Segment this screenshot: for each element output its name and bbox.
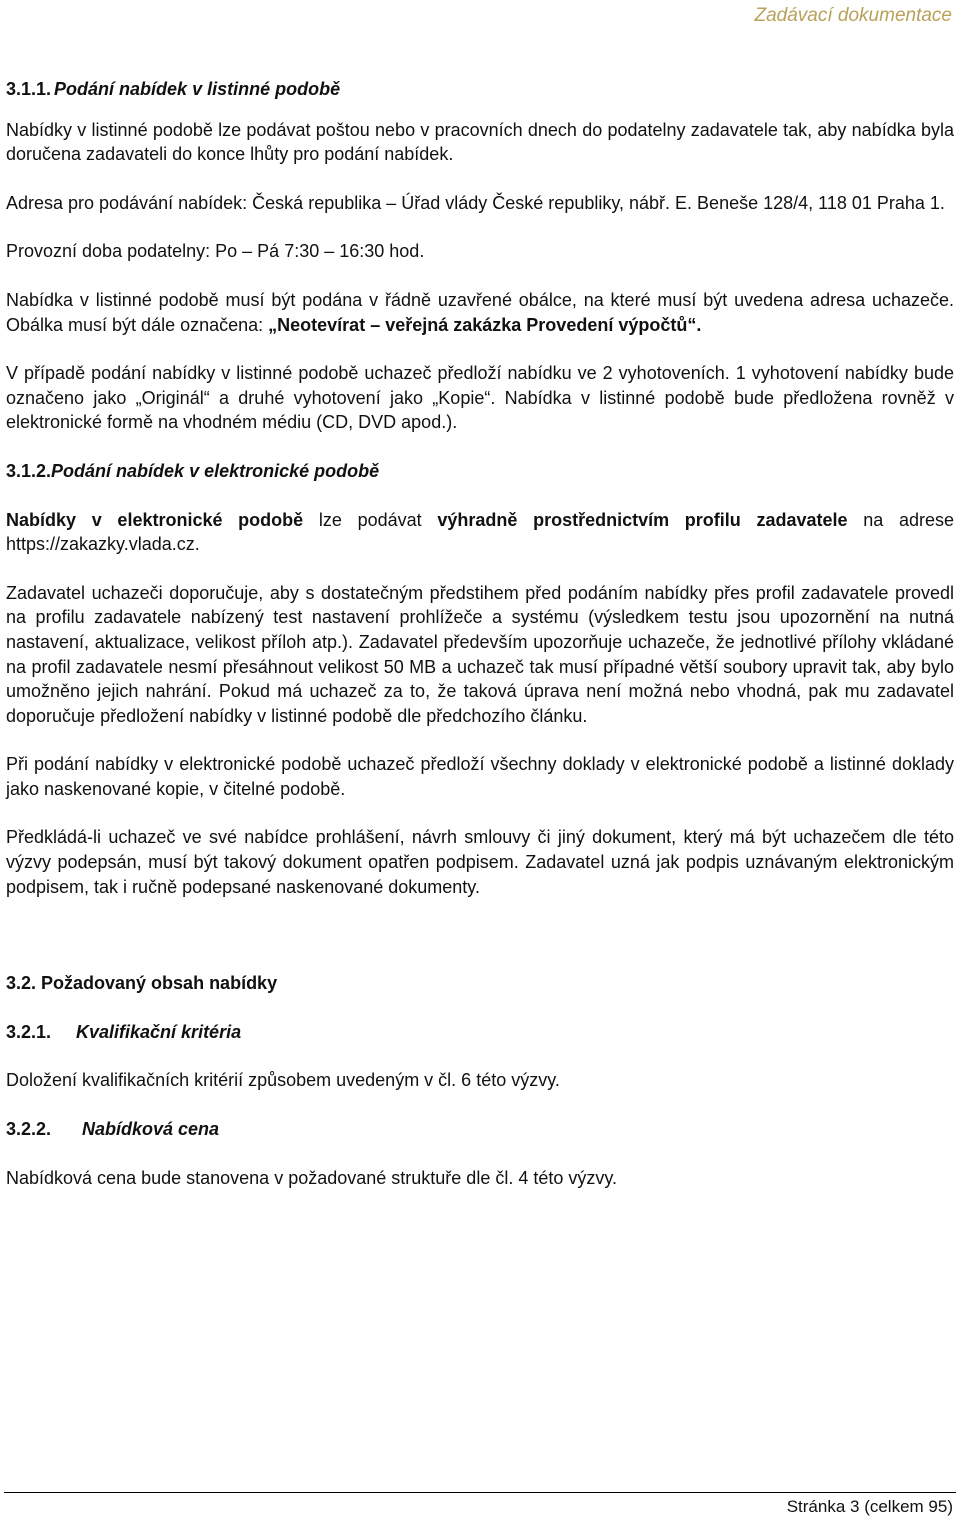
paragraph-adresa: Adresa pro podávání nabídek: Česká republika – Úřad vlády České republiky, nábř. E. Beneše 128/4, 118 01 Praha 1. xyxy=(6,192,945,213)
text-run: Nabídka v listinné podobě musí být podána v řádně uzavřené obálce, na které musí být uvedena adresa uchazeče. Obálka musí být dále označena: xyxy=(6,289,954,335)
section-title: Podání nabídek v elektronické podobě xyxy=(51,460,380,481)
document-header-title: Zadávací dokumentace xyxy=(754,5,952,26)
paragraph-kvalifikace: Doložení kvalifikačních kritérií způsobem uvedeným v čl. 6 této výzvy. xyxy=(6,1070,560,1091)
page-footer xyxy=(4,1492,956,1517)
paragraph-doporuceni: Zadavatel uchazeči doporučuje, aby s dostatečným předstihem před podáním nabídky přes profil zadavatele provedl na profilu zadavatele nabízený test nastavení prohlížeče a systému (výsledkem testu jsou upozornění na nutná nastavení, aktualizace, velikost příloh atp.). Zadavatel především upozorňuje uchazeče, že jednotlivé přílohy vkládané na profil zadavatele nesmí přesáhnout velikost 50 MB a uchazeč tak musí případné větší soubory upravit tak, aby bylo umožněno jejich nahrání. Pokud má uchazeč za to, že taková úprava není možná nebo vhodná, pak mu zadavatel doporučuje předložení nabídky v listinné podobě dle předchozího článku. xyxy=(6,582,954,726)
text-run-bold: výhradně prostřednictvím profilu zadavatele xyxy=(437,509,848,530)
section-number: 3.1.2. xyxy=(6,460,52,481)
section-number: 3.2.2. xyxy=(6,1119,52,1140)
section-heading-3-1-2 xyxy=(6,459,954,484)
text-run-bold: Nabídky v elektronické podobě xyxy=(6,509,304,530)
text-run-bold: „Neotevírat – veřejná zakázka Provedení výpočtů“. xyxy=(268,314,702,335)
paragraph-elektronicke-podani xyxy=(6,508,954,557)
section-title: Nabídková cena xyxy=(82,1119,220,1140)
text-run: lze podávat xyxy=(303,509,438,530)
paragraph-nabidkova-cena: Nabídková cena bude stanovena v požadované struktuře dle čl. 4 této výzvy. xyxy=(6,1167,618,1188)
section-heading-3-1-1 xyxy=(6,77,954,102)
section-title: Podání nabídek v listinné podobě xyxy=(54,79,341,99)
paragraph-provozni-doba: Provozní doba podatelny: Po – Pá 7:30 – 16:30 hod. xyxy=(6,241,425,262)
section-heading-3-2-1 xyxy=(6,1020,954,1045)
page-number: Stránka 3 (celkem 95) xyxy=(786,1497,953,1516)
text-run: na adrese https://zakazky.vlada.cz. xyxy=(6,509,955,555)
paragraph-vyhotoveni: V případě podání nabídky v listinné podobě uchazeč předloží nabídku ve 2 vyhotoveních. 1 vyhotovení nabídky bude označeno jako „Originál“ a druhé vyhotovení jako „Kopie“. Nabídka v listinné podobě bude předložena rovněž v elektronické formě na vhodném médiu (CD, DVD apod.). xyxy=(6,363,954,433)
section-number: 3.2.1. xyxy=(6,1021,52,1042)
paragraph-doklady: Při podání nabídky v elektronické podobě uchazeč předloží všechny doklady v elektronické podobě a listinné doklady jako naskenované kopie, v čitelné podobě. xyxy=(6,754,954,799)
section-heading-3-2: 3.2. Požadovaný obsah nabídky xyxy=(6,973,278,994)
section-number: 3.1.1. xyxy=(6,79,52,99)
paragraph-podpis: Předkládá-li uchazeč ve své nabídce prohlášení, návrh smlouvy či jiný dokument, který má být uchazečem dle této výzvy podepsán, musí být takový dokument opatřen podpisem. Zadavatel uzná jak podpis uznávaným elektronickým podpisem, tak i ručně podepsané naskenované dokumenty. xyxy=(6,827,954,897)
paragraph-listinne-podani: Nabídky v listinné podobě lze podávat poštou nebo v pracovních dnech do podatelny zadavatele tak, aby nabídka byla doručena zadavateli do konce lhůty pro podání nabídek. xyxy=(6,119,954,165)
section-title: Kvalifikační kritéria xyxy=(76,1021,242,1042)
document-body xyxy=(6,77,954,1190)
paragraph-obalka xyxy=(6,288,954,337)
section-heading-3-2-2 xyxy=(6,1117,954,1142)
